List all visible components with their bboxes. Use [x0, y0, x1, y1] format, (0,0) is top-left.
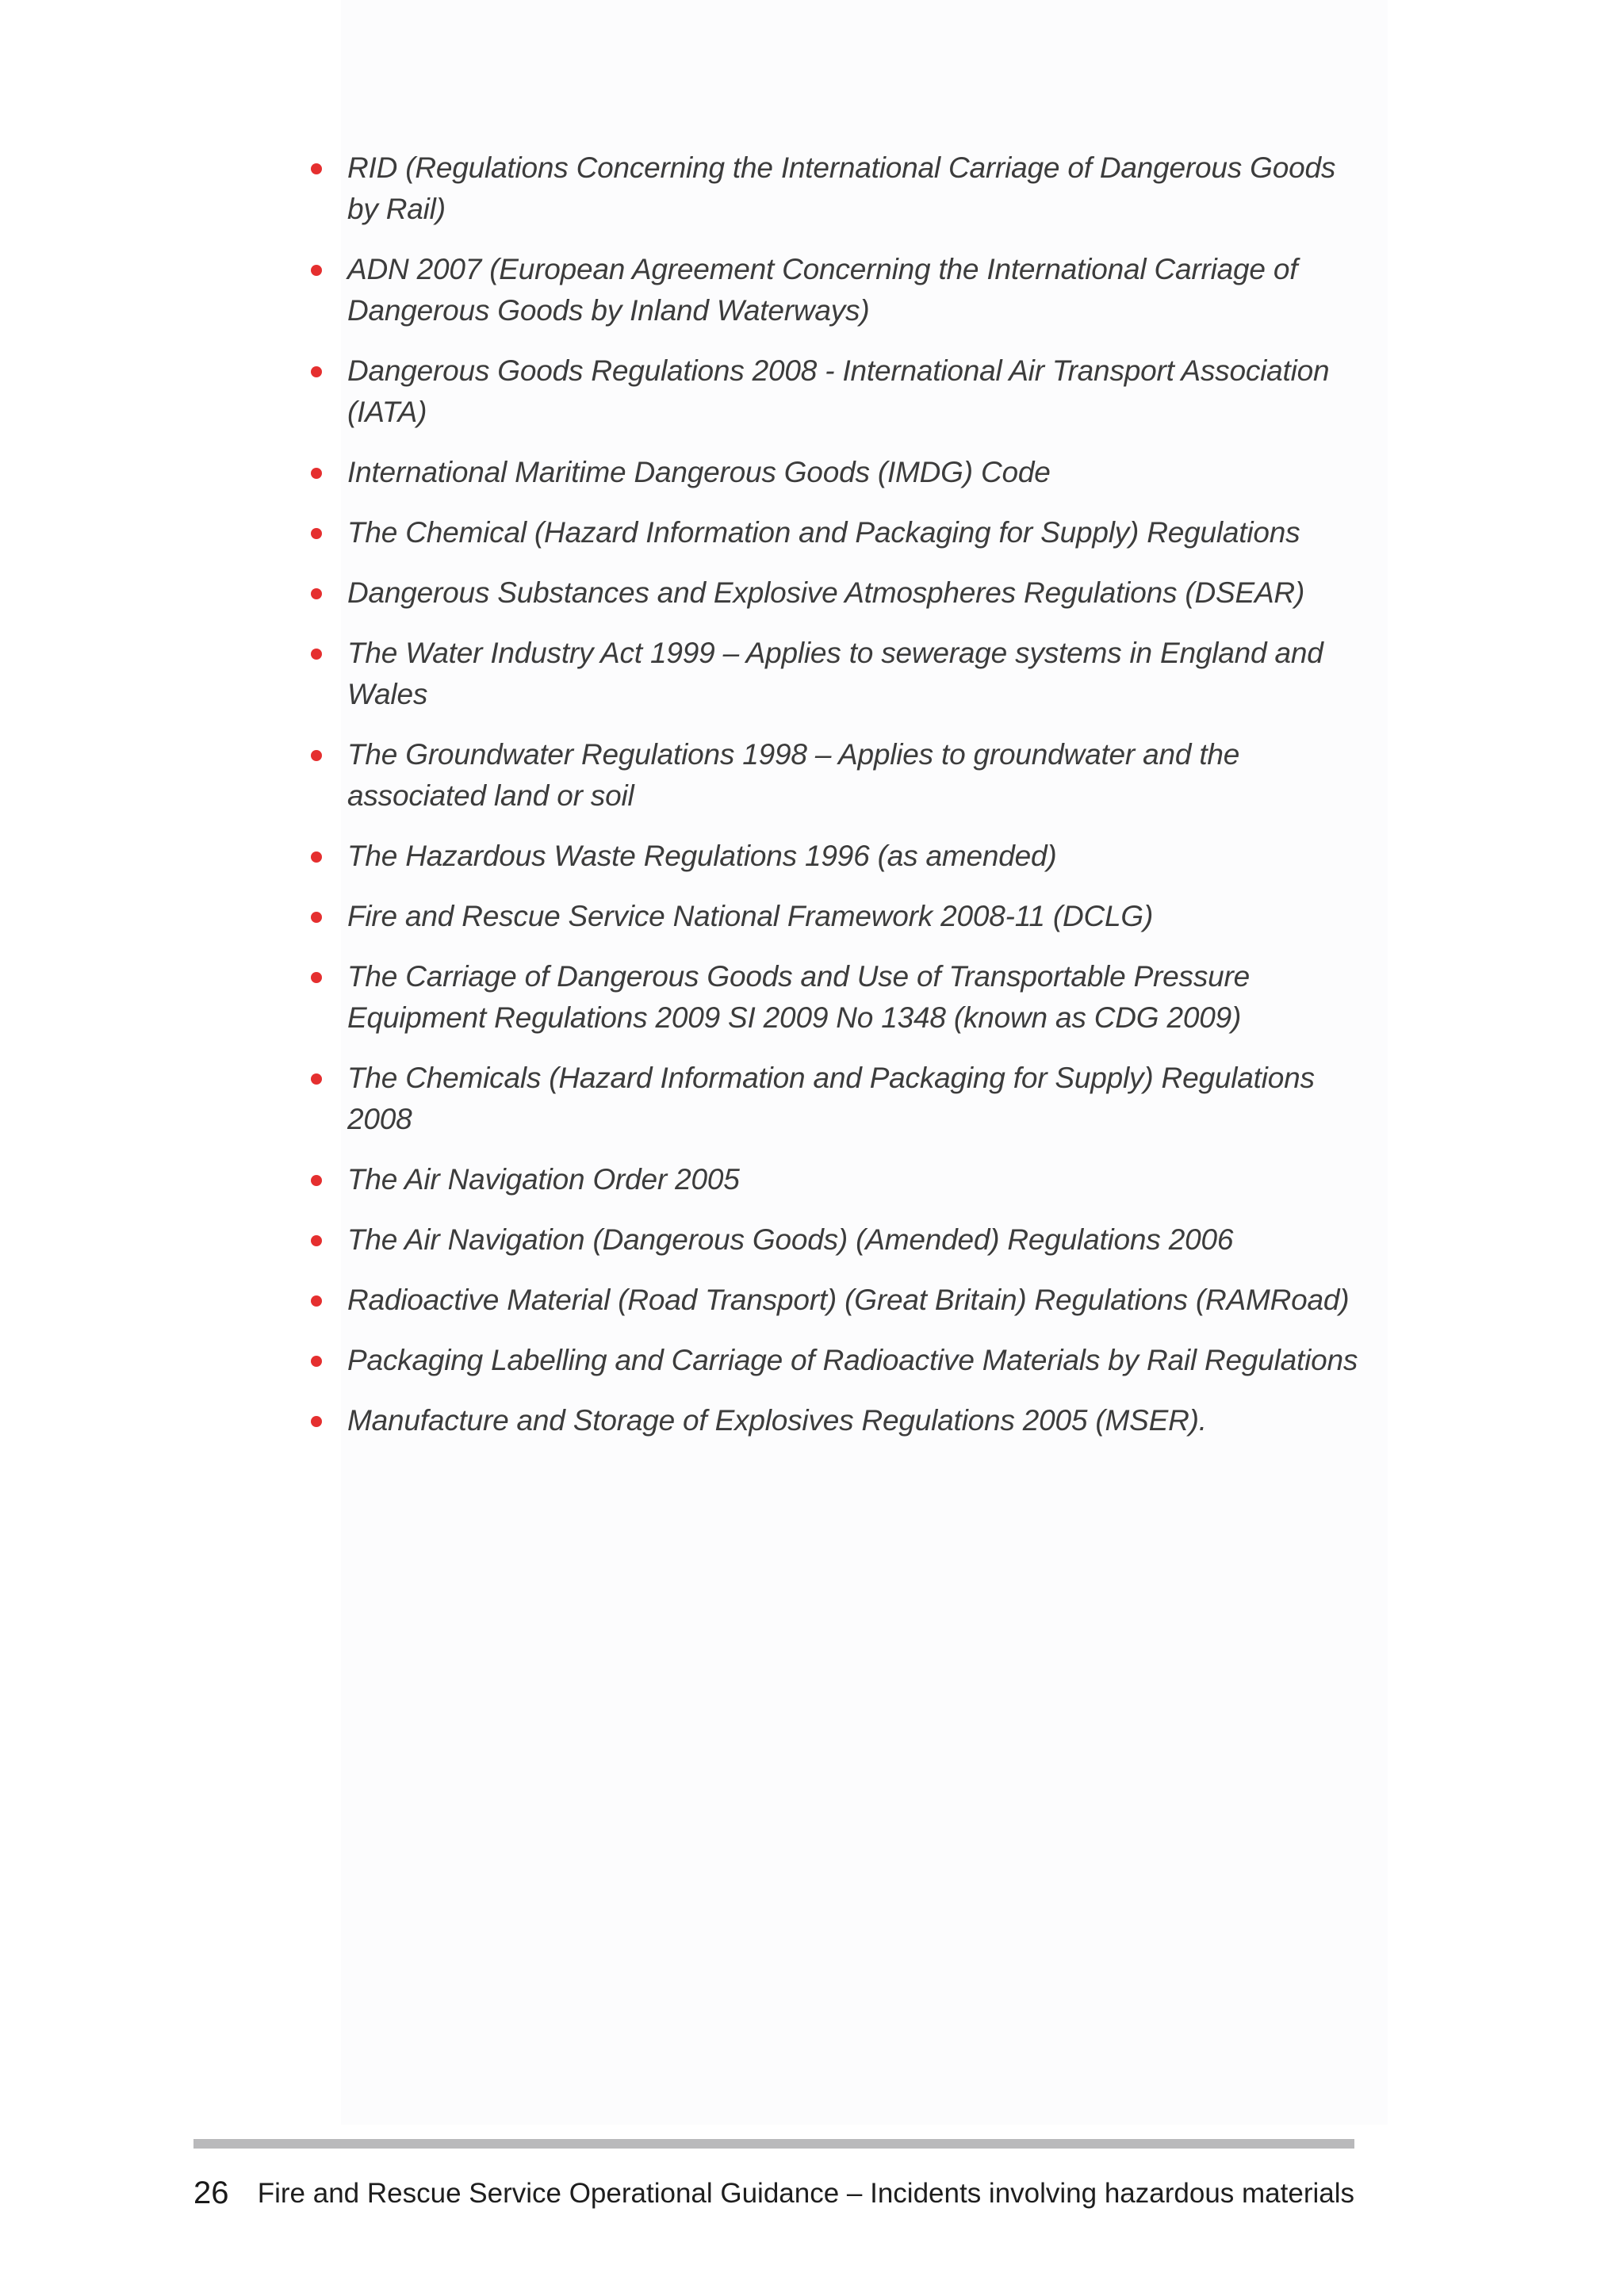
- list-item-text: The Carriage of Dangerous Goods and Use of Transportable Pressure Equipment Regulations 2009 SI 2009 No 1348 (known as CDG 2009): [347, 960, 1251, 1034]
- bullet-icon: [311, 851, 322, 863]
- page-number: 26: [193, 2175, 229, 2210]
- list-item: [308, 1400, 1370, 1441]
- list-item-text: Radioactive Material (Road Transport) (Great Britain) Regulations (RAMRoad): [347, 1284, 1350, 1316]
- list-item: [308, 896, 1370, 937]
- bullet-icon: [311, 750, 322, 761]
- list-item: [308, 836, 1370, 877]
- bullet-icon: [311, 1295, 322, 1307]
- list-item-text: The Chemicals (Hazard Information and Packaging for Supply) Regulations 2008: [347, 1062, 1315, 1135]
- list-item: [308, 1058, 1370, 1140]
- list-item-text: The Chemical (Hazard Information and Packaging for Supply) Regulations: [347, 516, 1300, 549]
- bullet-icon: [311, 1175, 322, 1186]
- list-item: [308, 1219, 1370, 1261]
- list-item: [308, 452, 1370, 493]
- list-item-text: International Maritime Dangerous Goods (IMDG) Code: [347, 456, 1051, 488]
- list-item: [308, 1340, 1370, 1381]
- list-item-text: The Water Industry Act 1999 – Applies to sewerage systems in England and Wales: [347, 637, 1323, 710]
- list-item: [308, 1159, 1370, 1200]
- bullet-icon: [311, 1356, 322, 1367]
- list-item-text: RID (Regulations Concerning the International Carriage of Dangerous Goods by Rail): [347, 151, 1336, 225]
- list-item: [308, 633, 1370, 715]
- list-item-text: The Hazardous Waste Regulations 1996 (as amended): [347, 840, 1057, 872]
- list-item: [308, 147, 1370, 230]
- list-item: [308, 512, 1370, 553]
- footer-divider: [193, 2139, 1354, 2149]
- list-item-text: The Air Navigation Order 2005: [347, 1163, 740, 1196]
- list-item-text: Dangerous Goods Regulations 2008 - International Air Transport Association (IATA): [347, 354, 1330, 428]
- bullet-icon: [311, 265, 322, 276]
- list-item-text: Fire and Rescue Service National Framework 2008-11 (DCLG): [347, 900, 1154, 932]
- list-item-text: ADN 2007 (European Agreement Concerning the International Carriage of Dangerous Goods by Inland Waterways): [347, 253, 1298, 327]
- list-item: [308, 956, 1370, 1039]
- list-item: [308, 734, 1370, 817]
- bullet-icon: [311, 649, 322, 660]
- bullet-icon: [311, 528, 322, 539]
- list-item-text: Dangerous Substances and Explosive Atmospheres Regulations (DSEAR): [347, 576, 1305, 609]
- list-item-text: Packaging Labelling and Carriage of Radioactive Materials by Rail Regulations: [347, 1344, 1358, 1376]
- list-item: [308, 350, 1370, 433]
- regulations-list: [308, 147, 1370, 1460]
- list-item-text: The Groundwater Regulations 1998 – Applies to groundwater and the associated land or soil: [347, 738, 1240, 812]
- list-item: [308, 1280, 1370, 1321]
- bullet-icon: [311, 972, 322, 983]
- bullet-icon: [311, 588, 322, 599]
- bullet-icon: [311, 1416, 322, 1427]
- list-item-text: Manufacture and Storage of Explosives Regulations 2005 (MSER).: [347, 1404, 1207, 1437]
- bullet-icon: [311, 1235, 322, 1246]
- list-item: [308, 572, 1370, 614]
- footer-title: Fire and Rescue Service Operational Guidance – Incidents involving hazardous materials: [257, 2178, 1354, 2209]
- bullet-icon: [311, 1073, 322, 1085]
- bullet-icon: [311, 163, 322, 174]
- list-item: [308, 249, 1370, 331]
- bullet-icon: [311, 366, 322, 377]
- bullet-icon: [311, 912, 322, 923]
- bullet-icon: [311, 468, 322, 479]
- list-item-text: The Air Navigation (Dangerous Goods) (Amended) Regulations 2006: [347, 1223, 1234, 1256]
